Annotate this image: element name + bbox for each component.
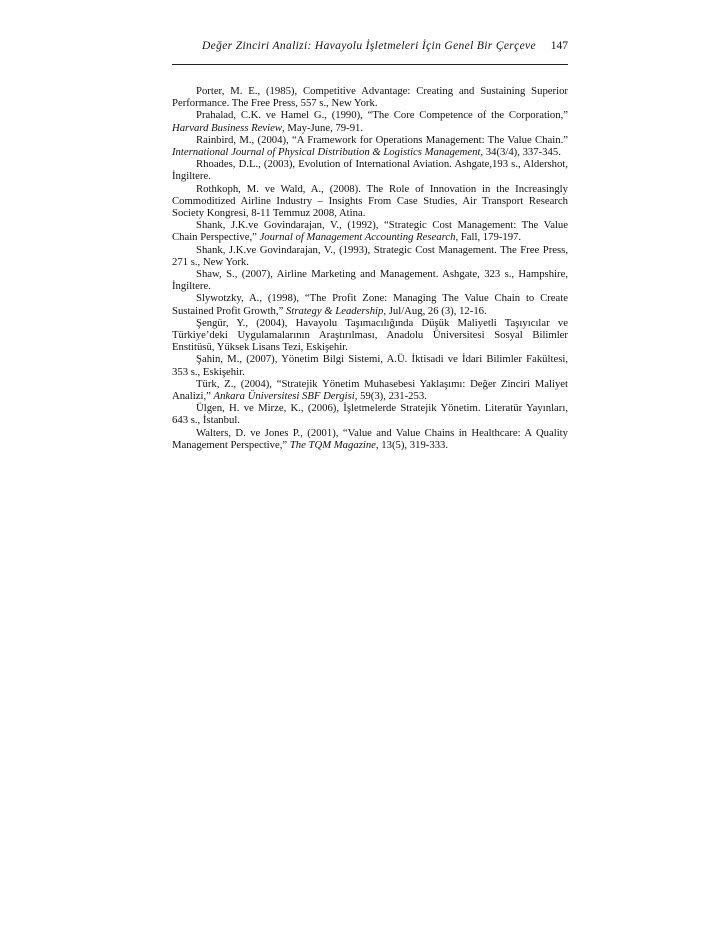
reference-rothkoph-wald-2008: Rothkoph, M. ve Wald, A., (2008). The Role of Innovation in the Increasingly Commoditized Airline Industry – Insights From Case Studies, Air Transport Research Society Kongresi, 8-11 Temmuz 2008, Atina.: [172, 182, 568, 220]
running-title: Değer Zinciri Analizi: Havayolu İşletmeleri İçin Genel Bir Çerçeve: [202, 40, 536, 52]
page-number: 147: [550, 40, 568, 52]
reference-slywotzky-1998: Slywotzky, A., (1998), “The Profit Zone: Managing The Value Chain to Create Sustained Profit Growth,” Strategy & Leadership, Jul/Aug, 26 (3), 12-16.: [172, 292, 568, 317]
reference-sahin-2007: Şahin, M., (2007), Yönetim Bilgi Sistemi, A.Ü. İktisadi ve İdari Bilimler Fakültesi, 353 s., Eskişehir.: [172, 353, 568, 378]
reference-sengur-2004: Şengür, Y., (2004), Havayolu Taşımacılığında Düşük Maliyetli Taşıyıcılar ve Türkiye’deki Uygulamalarının Araştırılması, Anadolu Üniversitesi Sosyal Bilimler Enstitüsü, Yüksek Lisans Tezi, Eskişehir.: [172, 316, 568, 354]
page-header: [172, 40, 568, 60]
reference-prahalad-hamel-1990: Prahalad, C.K. ve Hamel G., (1990), “The Core Competence of the Corporation,” Harvard Business Review, May-June, 79-91.: [172, 109, 568, 134]
header-rule: [172, 64, 568, 65]
reference-shank-1992: Shank, J.K.ve Govindarajan, V., (1992), “Strategic Cost Management: The Value Chain Perspective,” Journal of Management Accounting Research, Fall, 179-197.: [172, 219, 568, 244]
reference-list: [172, 85, 568, 451]
reference-shank-1993: Shank, J.K.ve Govindarajan, V., (1993), Strategic Cost Management. The Free Press, 271 s., New York.: [172, 243, 568, 268]
reference-turk-2004: Türk, Z., (2004), “Stratejik Yönetim Muhasebesi Yaklaşımı: Değer Zinciri Maliyet Analizi,” Ankara Üniversitesi SBF Dergisi, 59(3), 231-253.: [172, 377, 568, 403]
reference-walters-jones-2001: Walters, D. ve Jones P., (2001), “Value and Value Chains in Healthcare: A Quality Management Perspective,” The TQM Magazine, 13(5), 319-333.: [172, 426, 568, 451]
reference-shaw-2007: Shaw, S., (2007), Airline Marketing and Management. Ashgate, 323 s., Hampshire, İngiltere.: [172, 268, 568, 293]
reference-rhoades-2003: Rhoades, D.L., (2003), Evolution of International Aviation. Ashgate,193 s., Aldershot, İngiltere.: [172, 158, 568, 183]
reference-rainbird-2004: Rainbird, M., (2004), “A Framework for Operations Management: The Value Chain.” International Journal of Physical Distribution & Logistics Management, 34(3/4), 337-345.: [172, 133, 568, 159]
reference-porter-1985: Porter, M. E., (1985), Competitive Advantage: Creating and Sustaining Superior Performance. The Free Press, 557 s., New York.: [172, 85, 568, 110]
reference-ulgen-mirze-2006: Ülgen, H. ve Mirze, K., (2006), İşletmelerde Stratejik Yönetim. Literatür Yayınları, 643 s., İstanbul.: [172, 402, 568, 427]
